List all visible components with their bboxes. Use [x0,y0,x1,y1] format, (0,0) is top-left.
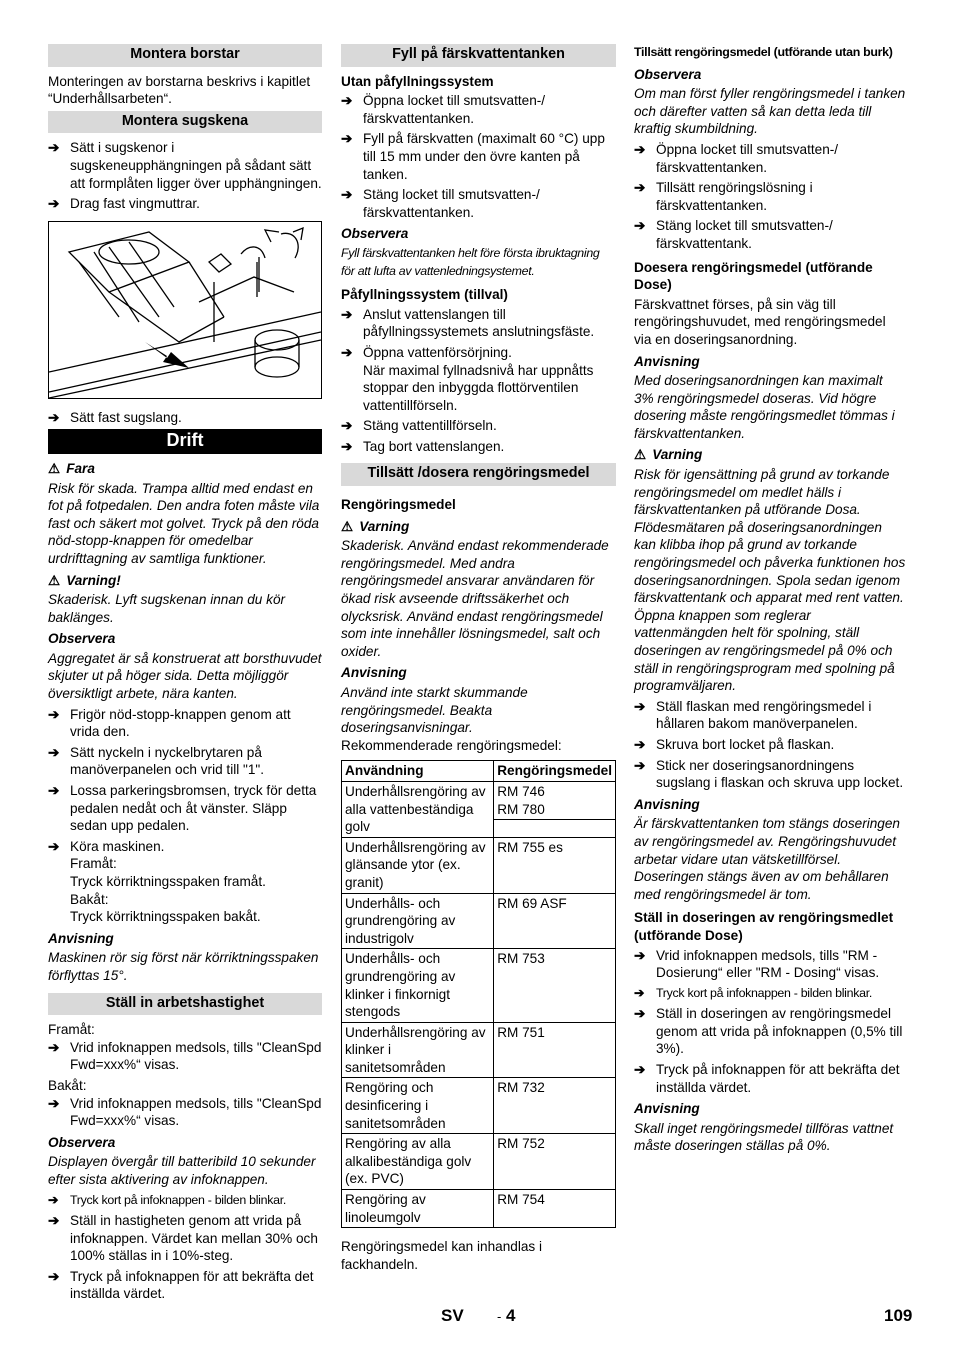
table-row [342,1022,616,1078]
note-text: Fyll färskvattentanken helt före första ibruktagning för att lufta av vattenledningsystemet. [341,245,600,278]
hint-heading: Anvisning [634,353,700,369]
arrow-right-icon: ➔ [341,418,353,434]
arrow-right-icon: ➔ [634,180,646,196]
arrow-right-icon: ➔ [48,1039,60,1055]
arrow-right-icon: ➔ [48,838,60,854]
footer-language: SV [441,1306,464,1325]
subheading: Påfyllningssystem (tillval) [341,287,508,303]
page-number: 109 [884,1306,913,1325]
indent-text: Bakåt: [70,891,109,907]
arrow-right-icon: ➔ [341,438,353,454]
table-cell: RM 755 es [494,837,616,893]
arrow-right-icon: ➔ [634,1006,646,1022]
warning-text: Risk för igensättning på grund av torkande rengöringsmedel om medlet hälls i färskvattentanken på utförande Dosa. Flödesmätaren på doseringsanordningen kan klibba ihop på grund av torkande rengöringsmedel och påverka funktionen hos doseringsanordningen. Spola sedan igenom färskvattentank och apparat med rent vatten. Öppna knappen som reglerar vattenmängden helt för spolning, ställ doseringen av rengöringsmedel på 0% och ställ in rengöringsprogram med spolning på programväljaren. [634,467,906,694]
note-heading: Observera [48,1134,116,1150]
table-cell: Underhålls- och grundrengöring av klinker i finkornigt stengods [342,949,494,1022]
table-row [342,781,616,837]
bullet-item: ➔ Lossa parkeringsbromsen, tryck för detta pedalen nedåt och åt vänster. Släpp sedan upp pedalen. [48,783,317,834]
arrow-right-icon: ➔ [634,736,646,752]
bullet-item: ➔ Skruva bort locket på flaskan. [634,736,835,752]
table-cell: Underhållsrengöring av alla vattenbeständiga golv [342,781,494,837]
warning-triangle-icon: ⚠ [634,447,647,463]
bullet-item: ➔ Vrid infoknappen medsols, tills "RM - Dosierung“ eller "RM - Dosing“ visas. [634,947,880,981]
indent-text: Tryck körriktningsspaken framåt. [70,874,266,889]
note-text: Om man först fyller rengöringsmedel i tanken och därefter vatten så kan detta leda till kraftig skumbildning. [634,86,906,137]
bullet-item: ➔ Stäng locket till smutsvatten-/ färskvattentank. [634,218,833,251]
arrow-right-icon: ➔ [48,744,60,760]
table-cell: RM 752 [494,1134,616,1190]
warning-text: Skaderisk. Lyft sugskenan innan du kör baklänges. [48,592,286,625]
arrow-right-icon: ➔ [341,93,353,109]
arrow-right-icon: ➔ [634,947,646,963]
arrow-right-icon: ➔ [341,187,353,203]
hint-text: Skall inget rengöringsmedel tillföras vattnet måste doseringen ställas på 0%. [634,1120,894,1154]
paragraph: Färskvattnet förses, på sin väg till rengöringshuvudet, med rengöringsmedel via en doseringsanordning. [634,296,886,347]
arrow-right-icon: ➔ [48,1192,59,1207]
bullet-item: ➔ Öppna vattenförsörjning. [341,344,512,360]
bullet-item: ➔ Anslut vattenslangen till påfyllningssystemets anslutningsfäste. [341,306,595,340]
table-cell: RM 751 [494,1022,616,1078]
paragraph: Monteringen av borstarna beskrivs i kapitlet “Underhållsarbeten“. [48,73,311,107]
indent-text: Framåt: [70,856,117,872]
table-row [342,893,616,949]
bullet-item: ➔ Tryck på infoknappen för att bekräfta det inställda värdet. [634,1062,900,1095]
table-header-row [342,761,616,782]
detergent-table [341,760,616,1228]
warning-text: Skaderisk. Använd endast rekommenderade rengöringsmedel. Med andra rengöringsmedel ansvarar användaren för ökad risk avseende driftssäkerhet och olycksrisk. Använd endast rengöringsmedel som inte innehåller lösningsmedel, salt och oxider. [341,538,609,659]
subheading: Ställ in doseringen av rengöringsmedlet (utförande Dose) [634,910,894,943]
bullet-item: ➔ Fyll på färskvatten (maximalt 60 °C) upp till 15 mm under den övre kanten på tanken. [341,131,605,182]
hint-heading: Anvisning [341,665,407,681]
bullet-item: ➔ Tryck på infoknappen för att bekräfta det inställda värdet. [48,1268,314,1302]
section-heading: Fyll på färskvattentanken [341,44,616,67]
arrow-right-icon: ➔ [48,706,60,722]
paragraph: Framåt: [48,1022,95,1038]
table-cell: Underhållsrengöring av glänsande ytor (ex. granit) [342,837,494,893]
section-heading: Tillsätt /dosera rengöringsmedel [341,463,616,486]
column-3 [634,44,906,1158]
column-1 [48,44,322,1306]
mounting-illustration [49,222,321,398]
arrow-right-icon: ➔ [634,218,646,234]
bullet-item: ➔ Öppna locket till smutsvatten-/ färskvattentanken. [341,93,546,126]
hint-text: Är färskvattentanken tom stängs doseringen av rengöringsmedel av. Rengöringshuvudet arbetar vidare utan vätsketillförsel. Doseringen stängs även av om behållaren med rengöringsmedel är tom. [634,816,900,902]
warning-triangle-icon: ⚠ [341,518,354,534]
hint-heading: Anvisning [634,796,700,812]
subheading: Doesera rengöringsmedel (utförande Dose) [634,259,873,293]
table-cell: Rengöring av alla alkalibeständiga golv (ex. PVC) [342,1134,494,1190]
hint-text: Maskinen rör sig först när körriktningsspaken förflyttas 15°. [48,950,319,983]
bullet-item: ➔ Stäng locket till smutsvatten-/ färskvattentanken. [341,187,540,220]
arrow-right-icon: ➔ [341,344,353,360]
section-heading: Montera borstar [48,44,322,67]
bullet-item: ➔ Tryck kort på infoknappen - bilden blinkar. [48,1192,322,1210]
bullet-item: ➔ Ställ in hastigheten genom att vrida på infoknappen. Värdet kan mellan 30% och 100% ställas in i 10%-steg. [48,1213,318,1264]
arrow-right-icon: ➔ [634,141,646,157]
warning-heading: ⚠ Varning! [48,572,121,588]
table-row [342,1190,616,1228]
arrow-right-icon: ➔ [634,1062,646,1078]
column-2 [341,44,616,1276]
arrow-right-icon: ➔ [634,985,645,1000]
bullet-item: ➔ Sätt i sugskenor i sugskeneupphängningen på sådant sätt att formplåten ligger över upphängningen. [48,140,322,191]
table-cell: Underhållsrengöring av klinker i sanitetsområden [342,1022,494,1078]
suction-bar-mounting-figure [48,221,322,399]
subheading: Tillsätt rengöringsmedel (utförande utan burk) [634,45,893,59]
footer-dash: - [497,1309,502,1324]
arrow-right-icon: ➔ [48,1268,60,1284]
subheading: Utan påfyllningssystem [341,73,494,89]
table-row [342,1078,616,1134]
paragraph: Rekommenderade rengöringsmedel: [341,737,562,753]
bullet-item: ➔ Stick ner doseringsanordningens sugslang i flaskan och skruva upp locket. [634,757,904,791]
note-text: Aggregatet är så konstruerat att borsthuvudet skjuter ut på höger sida. Detta möjliggör översiktligt arbete, nära kanten. [48,650,322,702]
table-cell: RM 753 [494,949,616,1022]
warning-heading: ⚠ Varning [634,447,703,463]
note-heading: Observera [634,66,702,82]
bullet-item: ➔ Köra maskinen. [48,838,165,854]
table-row [342,1134,616,1190]
indent-text: Tryck körriktningsspaken bakåt. [70,909,261,925]
arrow-right-icon: ➔ [341,131,353,147]
warning-triangle-icon: ⚠ [48,460,61,476]
footer-section-number: 4 [506,1306,516,1325]
bullet-item: ➔ Vrid infoknappen medsols, tills "CleanSpd Fwd=xxx%“ visas. [48,1039,322,1073]
bullet-item: ➔ Sätt nyckeln i nyckelbrytaren på manöverpanelen och vrid till "1". [48,744,265,778]
arrow-right-icon: ➔ [48,409,60,425]
arrow-right-icon: ➔ [48,196,60,212]
arrow-right-icon: ➔ [48,140,60,156]
hint-text: Med doseringsanordningen kan maximalt 3% rengöringsmedel doseras. Vid högre dosering måste rengöringsmedlet tömmas i färskvattentanken. [634,373,895,441]
arrow-right-icon: ➔ [634,757,646,773]
indent-text: När maximal fyllnadsnivå har uppnåtts stoppar den inbyggda flottörventilen vattentillförseln. [363,362,594,413]
table-cell: RM 69 ASF [494,893,616,949]
note-heading: Observera [48,631,116,647]
chapter-heading: Drift [48,429,322,454]
paragraph: Bakåt: [48,1077,87,1093]
bullet-item: ➔ Tillsätt rengöringslösning i färskvattentanken. [634,180,813,213]
arrow-right-icon: ➔ [48,1213,60,1229]
bullet-item: ➔ Frigör nöd-stopp-knappen genom att vrida den. [48,706,291,740]
section-heading: Montera sugskena [48,111,322,134]
hint-heading: Anvisning [634,1101,700,1117]
hint-heading: Anvisning [48,930,114,946]
bullet-item: ➔ Vrid infoknappen medsols, tills "CleanSpd Fwd=xxx%“ visas. [48,1095,322,1129]
note-text: Displayen övergår till batteribild 10 sekunder efter sista aktivering av infoknappen. [48,1154,316,1187]
danger-heading: ⚠ Fara [48,460,95,476]
table-header-cell: Användning [342,761,494,782]
bullet-item: ➔ Ställ flaskan med rengöringsmedel i hållaren bakom manöverpanelen. [634,698,872,732]
bullet-item: ➔ Stäng vattentillförseln. [341,418,497,434]
bullet-item: ➔ Sätt fast sugslang. [48,409,182,425]
hint-text: Använd inte starkt skummande rengöringsmedel. Beakta doseringsanvisningar. [341,685,528,736]
bullet-item: ➔ Tag bort vattenslangen. [341,438,505,454]
note-heading: Observera [341,226,409,242]
bullet-item: ➔ Ställ in doseringen av rengöringsmedel genom att vrida på infoknappen (0,5% till 3%). [634,1006,903,1057]
warning-heading: ⚠ Varning [341,518,410,534]
arrow-right-icon: ➔ [48,783,60,799]
table-cell: Rengöring av linoleumgolv [342,1190,494,1228]
product-code: RM 746 RM 780 [494,782,615,820]
arrow-right-icon: ➔ [48,1095,60,1111]
bullet-item: ➔ Drag fast vingmuttrar. [48,196,200,212]
table-cell [494,781,616,837]
table-row [342,837,616,893]
bullet-item: ➔ Tryck kort på infoknappen - bilden blinkar. [634,985,906,1003]
subheading: Rengöringsmedel [341,497,456,513]
table-cell: Rengöring och desinficering i sanitetsområden [342,1078,494,1134]
warning-triangle-icon: ⚠ [48,572,61,588]
arrow-right-icon: ➔ [341,306,353,322]
bullet-item: ➔ Öppna locket till smutsvatten-/ färskvattentanken. [634,141,839,175]
table-row [342,949,616,1022]
section-heading: Ställ in arbetshastighet [48,993,322,1016]
danger-text: Risk för skada. Trampa alltid med endast en fot på fotpedalen. Den andra foten måste vila fast och säkert mot golvet. Tryck på den röda nöd-stopp-knappen för omedelbar urdrifttagning av samtliga funktioner. [48,480,320,566]
table-cell: RM 754 [494,1190,616,1228]
table-cell: Underhålls- och grundrengöring av industrigolv [342,893,494,949]
table-header-cell: Rengöringsmedel [494,761,616,782]
paragraph: Rengöringsmedel kan inhandlas i fackhandeln. [341,1239,543,1272]
arrow-right-icon: ➔ [634,698,646,714]
table-cell: RM 732 [494,1078,616,1134]
